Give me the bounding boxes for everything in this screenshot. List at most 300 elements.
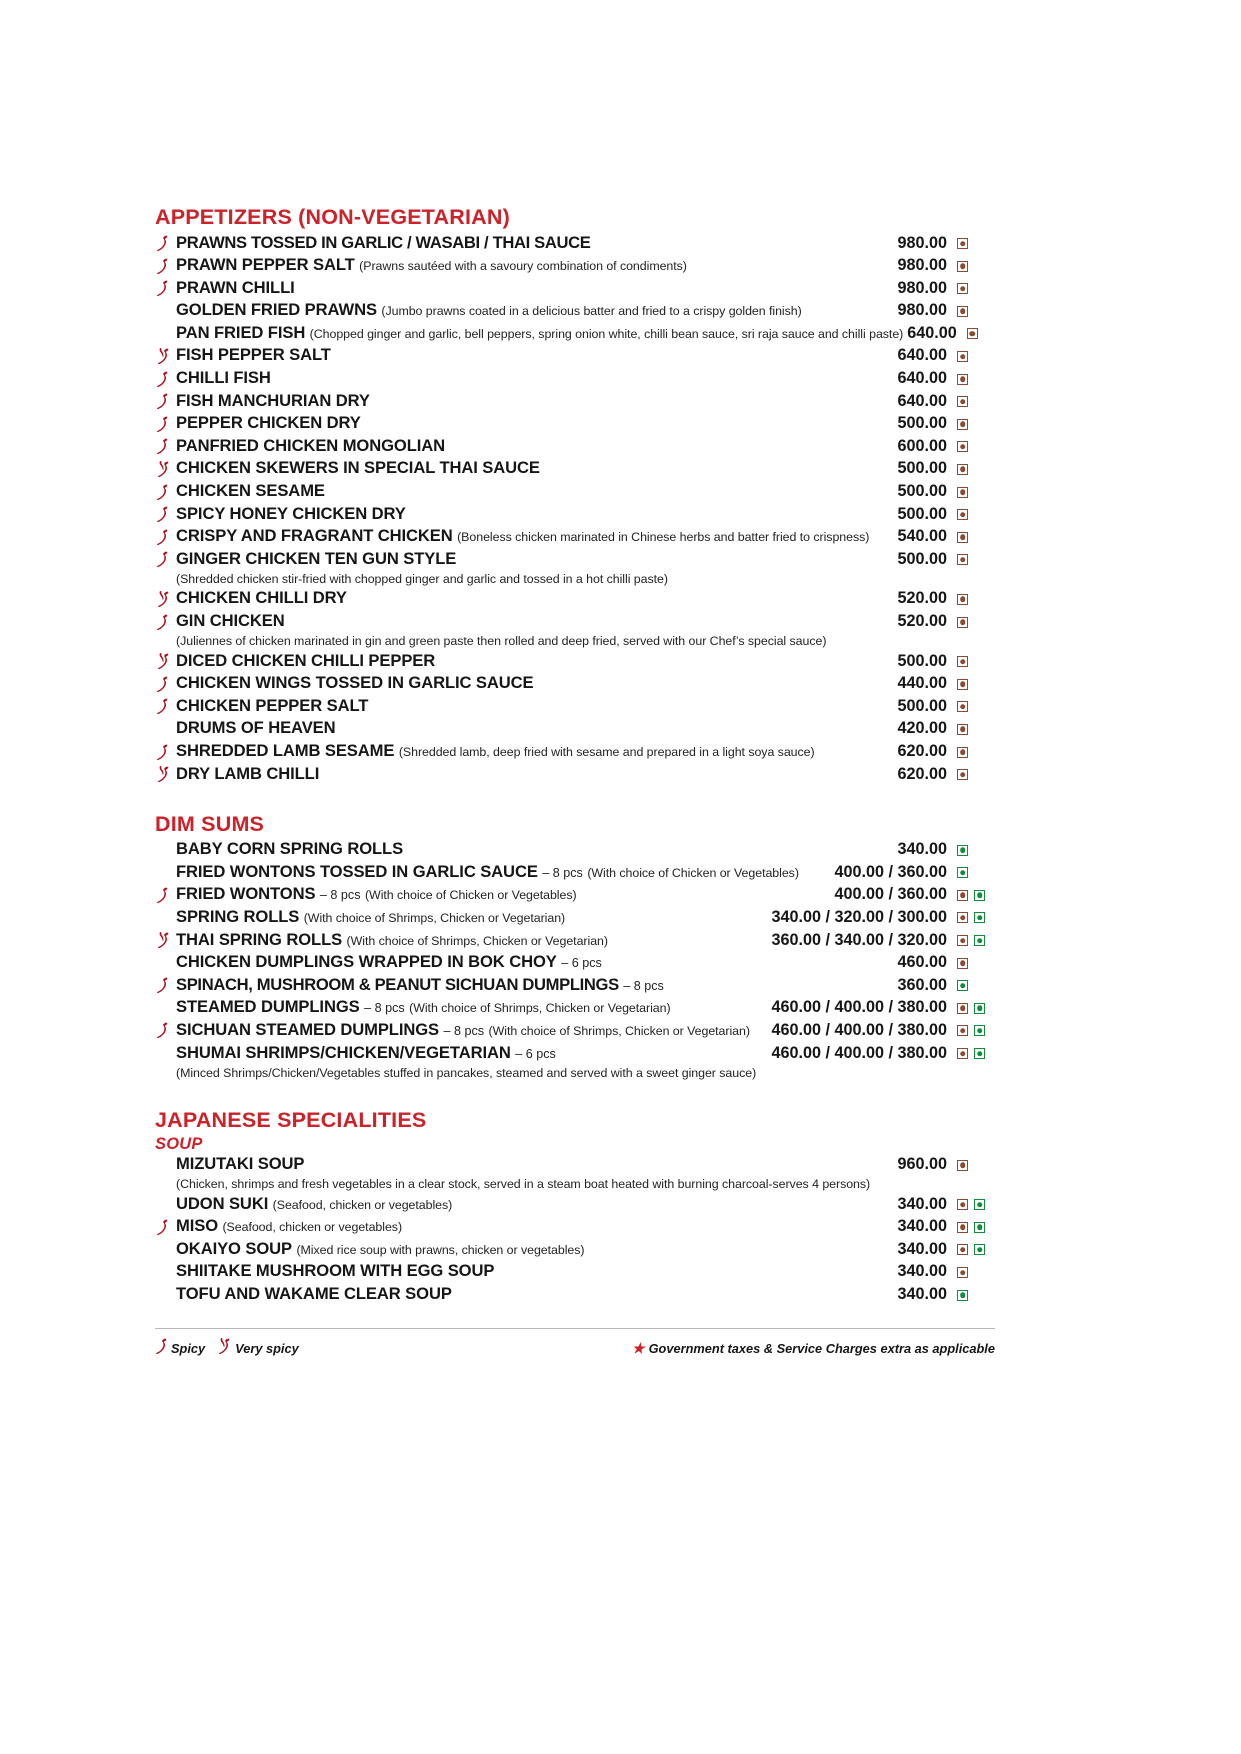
veg-indicator-icon (974, 890, 985, 901)
diet-indicators (947, 509, 995, 520)
menu-item-row[interactable] (155, 526, 995, 549)
menu-item-price: 440.00 (897, 674, 947, 693)
diet-indicators (947, 980, 995, 991)
chilli-single-icon (155, 258, 176, 275)
nonveg-indicator-icon (957, 1025, 968, 1036)
menu-item-price: 620.00 (897, 741, 947, 760)
menu-item-row[interactable] (155, 884, 995, 907)
nonveg-indicator-icon (957, 747, 968, 758)
menu-item-row[interactable] (155, 952, 995, 975)
menu-item-name: MIZUTAKI SOUP (176, 1154, 305, 1174)
menu-item-description: (Seafood, chicken or vegetables) (272, 1197, 453, 1212)
menu-item-name: PRAWNS TOSSED IN GARLIC / WASABI / THAI SAUCE (176, 232, 591, 252)
menu-item-name: CHICKEN SKEWERS IN SPECIAL THAI SAUCE (176, 458, 540, 478)
menu-item-description: (With choice of Chicken or Vegetables) (587, 865, 799, 880)
veg-indicator-icon (974, 1199, 985, 1210)
menu-item-names (176, 504, 893, 524)
menu-item-name: CHICKEN CHILLI DRY (176, 588, 347, 608)
menu-item-names (176, 718, 893, 738)
menu-item-name: CHILLI FISH (176, 368, 271, 388)
diet-indicators (947, 958, 995, 969)
menu-item-names (176, 458, 893, 478)
diet-indicators (947, 464, 995, 475)
menu-section (155, 205, 995, 786)
menu-item-names (176, 278, 893, 298)
menu-item-names (176, 323, 903, 343)
very-spicy-label: Very spicy (235, 1340, 299, 1356)
menu-item-row[interactable] (155, 1042, 995, 1065)
diet-indicators (947, 867, 995, 878)
diet-indicators (947, 419, 995, 430)
nonveg-indicator-icon (957, 617, 968, 628)
menu-item-name: PEPPER CHICKEN DRY (176, 413, 361, 433)
diet-indicators (947, 656, 995, 667)
nonveg-indicator-icon (957, 532, 968, 543)
menu-item-names (176, 413, 893, 433)
menu-item-name: PRAWN CHILLI (176, 277, 295, 297)
diet-indicators (947, 594, 995, 605)
menu-item-quantity: – 6 pcs (515, 1046, 556, 1061)
menu-item-subdescription: (Chicken, shrimps and fresh vegetables in a clear stock, served in a steam boat heated with burning charcoal-serves 4 persons) (176, 1177, 871, 1192)
nonveg-indicator-icon (957, 935, 968, 946)
menu-item-name: GIN CHICKEN (176, 611, 285, 630)
nonveg-indicator-icon (957, 306, 968, 317)
star-icon: ★ (632, 1340, 645, 1357)
menu-item-description: (Jumbo prawns coated in a delicious batter and fried to a crispy golden finish) (381, 304, 802, 319)
menu-item-row[interactable] (155, 435, 995, 458)
menu-item-description: (With choice of Chicken or Vegetables) (364, 888, 577, 903)
menu-item-names (176, 391, 893, 411)
menu-item-price: 960.00 (897, 1155, 947, 1174)
menu-item-price: 400.00 / 360.00 (834, 862, 947, 881)
chilli-single-icon (155, 1022, 176, 1039)
diet-indicators (947, 554, 995, 565)
menu-item-description: (Chopped ginger and garlic, bell peppers, spring onion white, chilli bean sauce, sri raja sauce and chilli paste) (309, 326, 904, 341)
menu-item-names (176, 764, 893, 784)
diet-indicators (947, 441, 995, 452)
chilli-single-icon (155, 698, 176, 715)
menu-item-row[interactable] (155, 1216, 995, 1239)
menu-item-price: 980.00 (897, 256, 947, 275)
menu-item-name: OKAIYO SOUP (176, 1238, 292, 1258)
chilli-single-icon (155, 744, 176, 761)
menu-item-price: 340.00 (897, 840, 947, 859)
diet-indicators (947, 845, 995, 856)
menu-item-names (176, 907, 767, 927)
menu-item-price: 980.00 (897, 233, 947, 252)
veg-indicator-icon (957, 1290, 968, 1301)
menu-item-row[interactable] (155, 974, 995, 997)
menu-item-price: 640.00 (907, 323, 957, 342)
nonveg-indicator-icon (957, 419, 968, 430)
menu-item-price: 620.00 (897, 764, 947, 783)
menu-item-names (176, 526, 893, 546)
menu-item-row[interactable] (155, 1238, 995, 1261)
menu-item-price: 500.00 (897, 549, 947, 568)
nonveg-indicator-icon (957, 1267, 968, 1278)
menu-item-name: THAI SPRING ROLLS (176, 929, 343, 949)
menu-item-names (176, 1284, 893, 1304)
menu-item-names (176, 741, 893, 761)
diet-indicators (947, 890, 995, 901)
menu-item-row[interactable] (155, 345, 995, 368)
veg-indicator-icon (974, 1003, 985, 1014)
menu-item-description: (Shredded lamb, deep fried with sesame and prepared in a light soya sauce) (398, 744, 815, 759)
menu-item-names (176, 975, 893, 995)
chilli-double-icon (155, 766, 176, 783)
menu-item-row[interactable] (155, 300, 995, 323)
menu-item-name: FRIED WONTONS TOSSED IN GARLIC SAUCE (176, 861, 538, 881)
menu-item-row[interactable] (155, 588, 995, 611)
diet-indicators (947, 935, 995, 946)
menu-item-names (176, 673, 893, 693)
menu-item-name: CHICKEN PEPPER SALT (176, 695, 369, 715)
menu-item-description: (Seafood, chicken or vegetables) (222, 1220, 403, 1235)
menu-item-names (176, 651, 893, 671)
menu-item-description: (Prawns sautéed with a savoury combination of condiments) (359, 259, 687, 274)
menu-item-row[interactable] (155, 368, 995, 391)
nonveg-indicator-icon (957, 1222, 968, 1233)
menu-item-price: 460.00 / 400.00 / 380.00 (771, 998, 947, 1017)
menu-item-price: 340.00 (897, 1217, 947, 1236)
nonveg-indicator-icon (957, 1199, 968, 1210)
chilli-double-icon (155, 653, 176, 670)
menu-item-names (176, 839, 893, 859)
menu-item-name: FISH PEPPER SALT (176, 345, 331, 365)
diet-indicators (947, 617, 995, 628)
menu-item-name: FISH MANCHURIAN DRY (176, 390, 370, 410)
diet-indicators (947, 238, 995, 249)
diet-indicators (947, 1025, 995, 1036)
nonveg-indicator-icon (957, 890, 968, 901)
nonveg-indicator-icon (957, 912, 968, 923)
tax-note (632, 1341, 995, 1356)
menu-item-price: 360.00 (897, 975, 947, 994)
menu-item-row[interactable] (155, 1284, 995, 1307)
nonveg-indicator-icon (957, 724, 968, 735)
menu-item-price: 520.00 (897, 612, 947, 630)
menu-item-names (176, 436, 893, 456)
menu-item-names (176, 611, 893, 631)
menu-item-price: 640.00 (897, 369, 947, 388)
diet-indicators (947, 1267, 995, 1278)
diet-indicators (947, 679, 995, 690)
menu-item-price: 340.00 (897, 1239, 947, 1258)
chilli-single-icon (155, 438, 176, 455)
chilli-double-icon (217, 1338, 231, 1358)
section-title: DIM SUMS (155, 811, 265, 836)
menu-item-names (176, 696, 893, 716)
menu-item-quantity: – 8 pcs (319, 888, 361, 903)
diet-indicators (947, 701, 995, 712)
menu-item-names (176, 862, 830, 882)
menu-item-names (176, 1020, 767, 1040)
chilli-single-icon (155, 1219, 176, 1236)
chilli-single-icon (155, 977, 176, 994)
diet-indicators (947, 1003, 995, 1014)
menu-item-description: (With choice of Shrimps, Chicken or Vegetarian) (303, 910, 566, 925)
menu-item-description: (Boneless chicken marinated in Chinese herbs and batter fried to crispness) (457, 530, 870, 545)
menu-item-row[interactable] (155, 232, 995, 255)
menu-item-subdescription: (Minced Shrimps/Chicken/Vegetables stuffed in pancakes, steamed and served with a sweet ginger sauce) (176, 1065, 757, 1080)
nonveg-indicator-icon (957, 554, 968, 565)
menu-item-quantity: – 8 pcs (623, 978, 664, 993)
menu-item-price: 500.00 (897, 482, 947, 501)
nonveg-indicator-icon (957, 261, 968, 272)
menu-item-row[interactable] (155, 277, 995, 300)
spice-legend (155, 1338, 307, 1358)
menu-item-price: 600.00 (897, 436, 947, 455)
diet-indicators (947, 769, 995, 780)
nonveg-indicator-icon (957, 769, 968, 780)
menu-item-row[interactable] (155, 861, 995, 884)
diet-indicators (947, 724, 995, 735)
menu-item-row[interactable] (155, 740, 995, 763)
menu-item-description: (With choice of Shrimps, Chicken or Vegetarian) (488, 1023, 750, 1038)
chilli-single-icon (155, 484, 176, 501)
menu-item-name: CHICKEN WINGS TOSSED IN GARLIC SAUCE (176, 673, 534, 693)
chilli-single-icon (155, 614, 176, 631)
nonveg-indicator-icon (957, 701, 968, 712)
menu-item-name: SPINACH, MUSHROOM & PEANUT SICHUAN DUMPLINGS (176, 974, 619, 994)
menu-item-price: 540.00 (897, 527, 947, 546)
nonveg-indicator-icon (957, 441, 968, 452)
menu-item-names (176, 588, 893, 608)
menu-item-name: SHUMAI SHRIMPS/CHICKEN/VEGETARIAN (176, 1042, 511, 1062)
menu-item-quantity: – 6 pcs (561, 956, 602, 971)
menu-item-price: 360.00 / 340.00 / 320.00 (771, 930, 947, 949)
diet-indicators (947, 912, 995, 923)
diet-indicators (947, 1199, 995, 1210)
menu-item-names (176, 1216, 893, 1236)
diet-indicators (947, 532, 995, 543)
nonveg-indicator-icon (957, 656, 968, 667)
menu-item-names (176, 884, 830, 904)
menu-item-row[interactable] (155, 611, 995, 634)
nonveg-indicator-icon (957, 464, 968, 475)
menu-item-name: SHREDDED LAMB SESAME (176, 740, 395, 760)
menu-item-price: 500.00 (897, 696, 947, 715)
nonveg-indicator-icon (957, 238, 968, 249)
nonveg-indicator-icon (957, 509, 968, 520)
menu-item-row[interactable] (155, 718, 995, 741)
chilli-single-icon (155, 676, 176, 693)
diet-indicators (947, 1048, 995, 1059)
chilli-single-icon (155, 1338, 167, 1358)
diet-indicators (947, 487, 995, 498)
section-gap (155, 1082, 995, 1108)
veg-indicator-icon (974, 935, 985, 946)
tax-note-text: Government taxes & Service Charges extra as applicable (648, 1340, 995, 1356)
menu-item-row[interactable] (155, 906, 995, 929)
menu-item-names (176, 300, 893, 320)
spicy-label: Spicy (171, 1340, 206, 1356)
menu-item-price: 500.00 (897, 459, 947, 478)
menu-item-row[interactable] (155, 929, 995, 952)
menu-item-row[interactable] (155, 1193, 995, 1216)
menu-item-row[interactable] (155, 322, 995, 345)
menu-item-name: CRISPY AND FRAGRANT CHICKEN (176, 526, 453, 546)
nonveg-indicator-icon (957, 679, 968, 690)
chilli-single-icon (155, 280, 176, 297)
menu-item-names (176, 255, 893, 275)
menu-item-name: MISO (176, 1216, 219, 1236)
menu-item-name: FRIED WONTONS (176, 884, 316, 904)
menu-item-name: PAN FRIED FISH (176, 322, 306, 342)
chilli-double-icon (155, 348, 176, 365)
menu-item-name: STEAMED DUMPLINGS (176, 997, 360, 1017)
chilli-single-icon (155, 529, 176, 546)
nonveg-indicator-icon (957, 958, 968, 969)
diet-indicators (947, 1222, 995, 1233)
menu-item-row[interactable] (155, 1019, 995, 1042)
menu-item-price: 340.00 (897, 1194, 947, 1213)
veg-indicator-icon (974, 1048, 985, 1059)
menu-item-subdescription: (Shredded chicken stir-fried with chopped ginger and garlic and tossed in a hot chilli paste) (176, 571, 668, 586)
menu-item-price: 420.00 (897, 719, 947, 738)
diet-indicators (947, 283, 995, 294)
menu-item-names (176, 952, 893, 972)
menu-item-description: (With choice of Shrimps, Chicken or Vegetarian) (409, 1001, 671, 1016)
section-gap (155, 786, 995, 812)
menu-item-price: 520.00 (897, 589, 947, 608)
menu-section (155, 1108, 995, 1307)
chilli-double-icon (155, 932, 176, 949)
menu-item-name: DRUMS OF HEAVEN (176, 718, 336, 738)
menu-item-row[interactable] (155, 255, 995, 278)
menu-item-description: (Mixed rice soup with prawns, chicken or vegetables) (296, 1242, 585, 1257)
menu-section (155, 812, 995, 1082)
menu-item-price: 640.00 (897, 346, 947, 365)
section-subtitle: SOUP (155, 1134, 203, 1153)
menu-item-price: 500.00 (897, 414, 947, 433)
menu-item-price: 980.00 (897, 278, 947, 297)
veg-indicator-icon (957, 845, 968, 856)
menu-item-name: UDON SUKI (176, 1193, 269, 1213)
section-title: JAPANESE SPECIALITIES (155, 1107, 427, 1132)
chilli-single-icon (155, 371, 176, 388)
menu-footer (155, 1328, 995, 1358)
menu-item-price: 340.00 (897, 1285, 947, 1304)
menu-item-name: CHICKEN SESAME (176, 481, 325, 501)
diet-indicators (957, 328, 1005, 339)
menu-item-row[interactable] (155, 839, 995, 862)
veg-indicator-icon (957, 867, 968, 878)
chilli-single-icon (155, 393, 176, 410)
nonveg-indicator-icon (957, 487, 968, 498)
veg-indicator-icon (957, 980, 968, 991)
nonveg-indicator-icon (957, 351, 968, 362)
menu-item-names (176, 549, 893, 569)
nonveg-indicator-icon (957, 283, 968, 294)
nonveg-indicator-icon (957, 396, 968, 407)
diet-indicators (947, 374, 995, 385)
menu-item-quantity: – 8 pcs (443, 1023, 485, 1038)
diet-indicators (947, 261, 995, 272)
menu-item-names (176, 368, 893, 388)
menu-item-name: SPICY HONEY CHICKEN DRY (176, 503, 406, 523)
menu-item-name: CHICKEN DUMPLINGS WRAPPED IN BOK CHOY (176, 952, 557, 972)
menu-item-row[interactable] (155, 458, 995, 481)
menu-item-names (176, 345, 893, 365)
diet-indicators (947, 351, 995, 362)
chilli-single-icon (155, 235, 176, 252)
menu-item-name: BABY CORN SPRING ROLLS (176, 839, 404, 859)
menu-item-name: SHIITAKE MUSHROOM WITH EGG SOUP (176, 1261, 495, 1281)
menu-item-name: DICED CHICKEN CHILLI PEPPER (176, 650, 436, 670)
menu-item-row[interactable] (155, 1261, 995, 1284)
chilli-single-icon (155, 416, 176, 433)
menu-item-row[interactable] (155, 390, 995, 413)
menu-item-names (176, 233, 893, 253)
menu-item-name: GOLDEN FRIED PRAWNS (176, 300, 377, 320)
menu-item-price: 460.00 (897, 953, 947, 972)
chilli-single-icon (155, 551, 176, 568)
diet-indicators (947, 1290, 995, 1301)
veg-indicator-icon (974, 1025, 985, 1036)
veg-indicator-icon (974, 1244, 985, 1255)
nonveg-indicator-icon (957, 1048, 968, 1059)
diet-indicators (947, 1244, 995, 1255)
menu-item-names (176, 1261, 893, 1281)
menu-item-description: (With choice of Shrimps, Chicken or Vegetarian) (346, 933, 608, 948)
menu-item-name: TOFU AND WAKAME CLEAR SOUP (176, 1284, 452, 1304)
menu-item-names (176, 1239, 893, 1259)
menu-item-row[interactable] (155, 650, 995, 673)
menu-item-quantity: – 8 pcs (364, 1001, 405, 1016)
menu-item-row[interactable] (155, 673, 995, 696)
chilli-double-icon (155, 591, 176, 608)
diet-indicators (947, 747, 995, 758)
menu-item-row[interactable] (155, 1154, 995, 1177)
menu-item-price: 460.00 / 400.00 / 380.00 (771, 1043, 947, 1062)
menu-item-names (176, 1154, 893, 1174)
menu-item-row[interactable] (155, 481, 995, 504)
nonveg-indicator-icon (957, 1244, 968, 1255)
menu-item-row[interactable] (155, 695, 995, 718)
nonveg-indicator-icon (957, 374, 968, 385)
menu-item-price: 400.00 / 360.00 (834, 885, 947, 904)
menu-item-price: 460.00 / 400.00 / 380.00 (771, 1020, 947, 1039)
menu-item-row[interactable] (155, 997, 995, 1020)
nonveg-indicator-icon (957, 594, 968, 605)
menu-page (155, 205, 995, 1306)
menu-item-row[interactable] (155, 503, 995, 526)
menu-item-name: DRY LAMB CHILLI (176, 763, 320, 783)
menu-item-row[interactable] (155, 763, 995, 786)
menu-item-quantity: – 8 pcs (542, 865, 583, 880)
menu-item-name: SICHUAN STEAMED DUMPLINGS (176, 1019, 440, 1039)
menu-item-price: 340.00 / 320.00 / 300.00 (771, 907, 947, 926)
menu-item-row[interactable] (155, 548, 995, 571)
nonveg-indicator-icon (967, 328, 978, 339)
nonveg-indicator-icon (957, 1160, 968, 1171)
menu-item-row[interactable] (155, 413, 995, 436)
section-title: APPETIZERS (NON-VEGETARIAN) (155, 205, 510, 229)
chilli-single-icon (155, 506, 176, 523)
menu-item-name: GINGER CHICKEN TEN GUN STYLE (176, 548, 457, 568)
menu-item-subdescription: (Juliennes of chicken marinated in gin and green paste then rolled and deep fried, served with our Chef’s special sauce) (176, 634, 827, 649)
veg-indicator-icon (974, 912, 985, 923)
menu-item-price: 640.00 (897, 391, 947, 410)
menu-item-name: PRAWN PEPPER SALT (176, 255, 355, 275)
menu-item-price: 500.00 (897, 651, 947, 670)
menu-item-names (176, 481, 893, 501)
menu-item-names (176, 1043, 767, 1063)
menu-item-price: 340.00 (897, 1262, 947, 1281)
menu-item-names (176, 930, 767, 950)
chilli-single-icon (155, 887, 176, 904)
